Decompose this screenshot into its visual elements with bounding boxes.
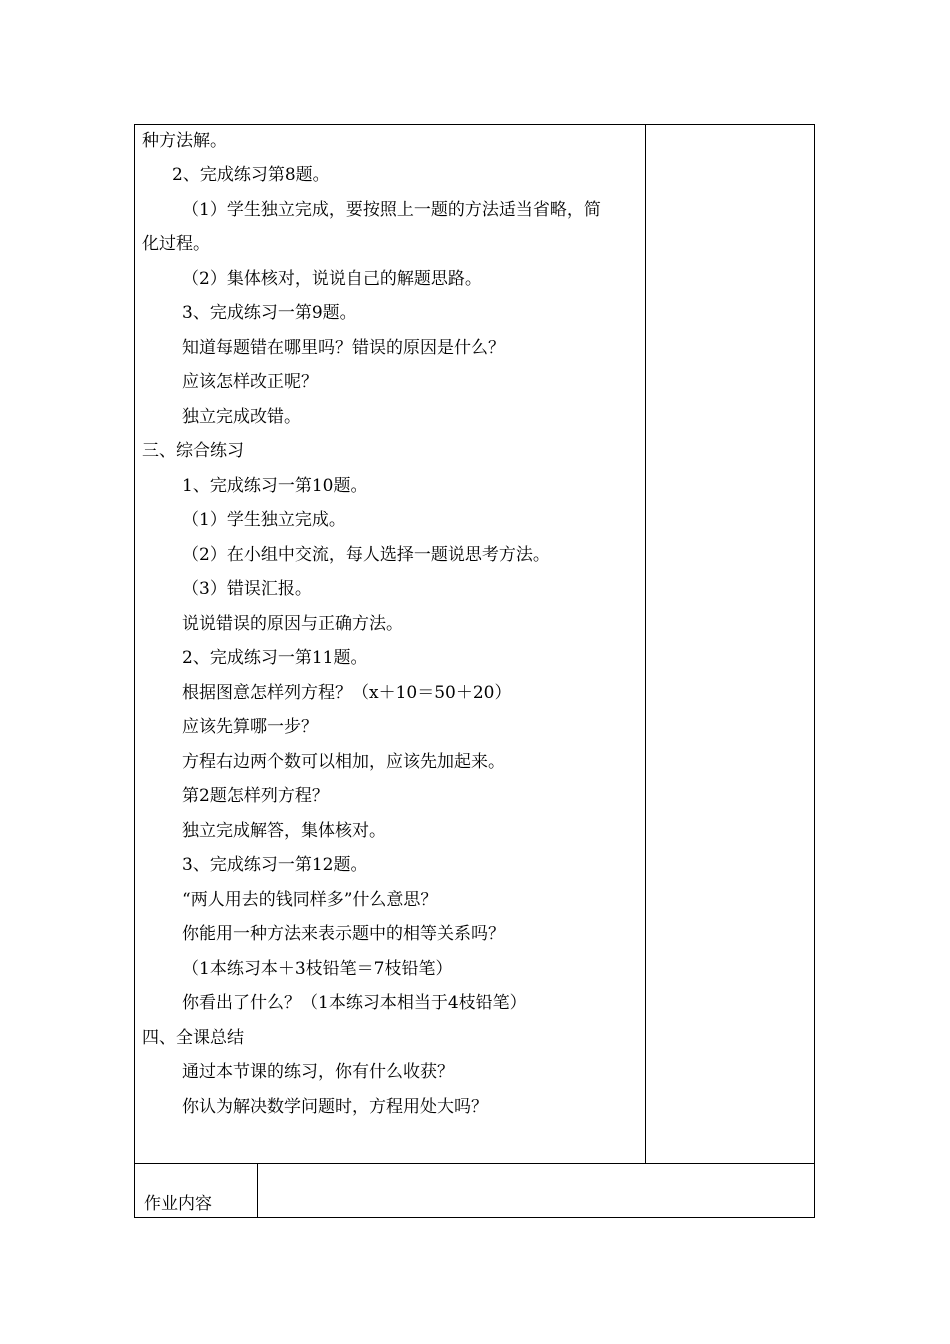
- lesson-line: 你能用一种方法来表示题中的相等关系吗？: [182, 924, 505, 944]
- table-row-divider: [134, 1163, 815, 1164]
- lesson-line: 3、完成练习一第9题。: [182, 303, 357, 323]
- lesson-line: 说说错误的原因与正确方法。: [182, 614, 403, 634]
- lesson-line: 根据图意怎样列方程？（x＋10＝50＋20）: [182, 683, 512, 703]
- lesson-line: 通过本节课的练习，你有什么收获？: [182, 1062, 454, 1082]
- lesson-line: 化过程。: [142, 234, 210, 254]
- lesson-line: （1）学生独立完成。: [182, 510, 346, 530]
- homework-label: 作业内容: [144, 1194, 212, 1214]
- lesson-line: （1）学生独立完成，要按照上一题的方法适当省略，简: [182, 200, 601, 220]
- lesson-line: 第2题怎样列方程？: [182, 786, 329, 806]
- lesson-line: 你认为解决数学问题时，方程用处大吗？: [182, 1097, 488, 1117]
- lesson-line: 你看出了什么？（1本练习本相当于4枝铅笔）: [182, 993, 527, 1013]
- lesson-line: 独立完成改错。: [182, 407, 301, 427]
- homework-cell-divider: [257, 1163, 258, 1218]
- lesson-line: 四、全课总结: [142, 1028, 244, 1048]
- lesson-line: （3）错误汇报。: [182, 579, 312, 599]
- lesson-line: 2、完成练习一第11题。: [182, 648, 368, 668]
- lesson-line: （2）集体核对，说说自己的解题思路。: [182, 269, 482, 289]
- lesson-line: 种方法解。: [142, 131, 227, 151]
- lesson-line: “两人用去的钱同样多”什么意思？: [182, 890, 438, 910]
- lesson-line: 2、完成练习第8题。: [172, 165, 330, 185]
- lesson-line: 三、综合练习: [142, 441, 244, 461]
- lesson-line: （1本练习本＋3枝铅笔＝7枝铅笔）: [182, 959, 453, 979]
- lesson-line: 方程右边两个数可以相加，应该先加起来。: [182, 752, 505, 772]
- lesson-line: 应该怎样改正呢？: [182, 372, 318, 392]
- lesson-line: 应该先算哪一步？: [182, 717, 318, 737]
- lesson-line: 知道每题错在哪里吗？错误的原因是什么？: [182, 338, 505, 358]
- lesson-line: （2）在小组中交流，每人选择一题说思考方法。: [182, 545, 550, 565]
- lesson-line: 1、完成练习一第10题。: [182, 476, 368, 496]
- table-column-divider: [645, 124, 646, 1164]
- lesson-line: 独立完成解答，集体核对。: [182, 821, 386, 841]
- lesson-line: 3、完成练习一第12题。: [182, 855, 368, 875]
